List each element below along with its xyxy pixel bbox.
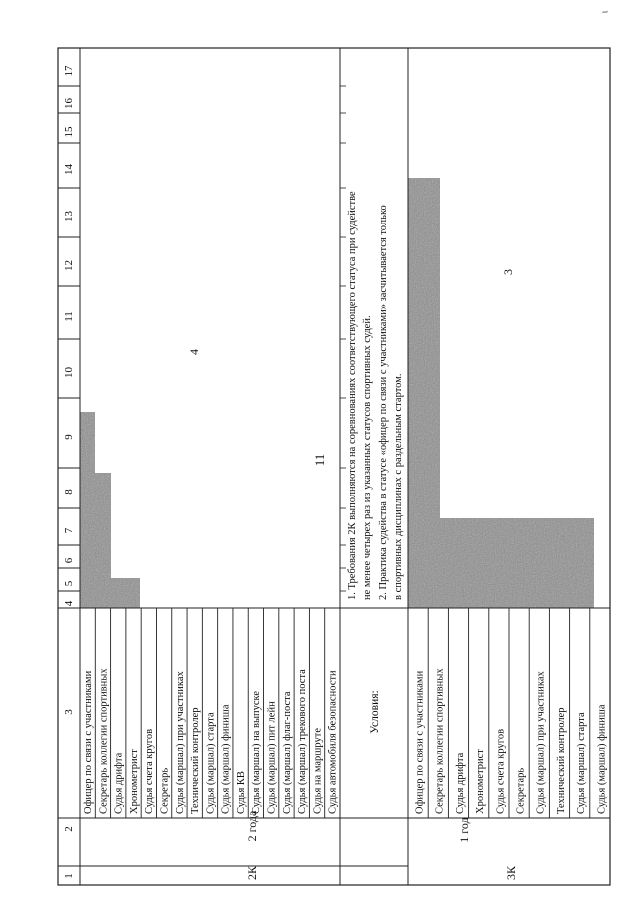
roles-2k-group xyxy=(83,608,339,818)
section-3k-code: 3К xyxy=(504,865,518,881)
role-2k: Секретарь коллегии спортивных xyxy=(98,668,110,814)
role-3k: Судья (маршал) старта xyxy=(576,712,588,814)
section-2k-period: 2 года xyxy=(245,810,259,842)
role-2k: Судья (маршал) пит лейн xyxy=(266,701,278,814)
role-3k: Технический контролер xyxy=(555,707,567,814)
count-3k: 3 xyxy=(501,269,515,275)
role-3k: Офицер по связи с участниками xyxy=(414,670,426,814)
header-month: 4 xyxy=(63,600,75,607)
role-3k: Судья счета кругов xyxy=(495,728,507,814)
role-3k: Хронометрист xyxy=(475,749,487,814)
role-3k: Секретарь xyxy=(515,767,527,814)
role-3k: Секретарь коллегии спортивных xyxy=(434,668,446,814)
header-col-3: 3 xyxy=(63,709,75,715)
bar-2k xyxy=(80,412,140,608)
role-2k: Судья (маршал) флаг-поста xyxy=(281,691,293,814)
header-month: 15 xyxy=(63,126,75,138)
section-2k-code: 2К xyxy=(245,865,259,881)
role-2k: Офицер по связи с участниками xyxy=(83,670,95,814)
role-2k: Судья (маршал) трекового поста xyxy=(297,669,309,814)
condition-line: не менее четырех раз из указанных статусов спортивных судей. xyxy=(362,315,373,600)
corner-mark: ɩ xyxy=(598,10,611,14)
condition-line: в спортивных дисциплинах с раздельным стартом. xyxy=(393,373,404,600)
header-month: 17 xyxy=(63,65,75,77)
header-month: 6 xyxy=(63,557,75,564)
header-month: 12 xyxy=(63,260,75,271)
header-month: 9 xyxy=(63,434,75,440)
role-2k: Судья (маршал) на выпуске xyxy=(251,690,263,814)
role-2k: Судья на маршруте xyxy=(312,728,324,814)
role-2k: Хронометрист xyxy=(128,749,140,814)
section-3k-period: 1 год xyxy=(457,817,471,843)
role-3k: Судья (маршал) при участниках xyxy=(535,671,547,814)
role-2k: Судья автомобиля безопасности xyxy=(327,670,339,814)
header-month: 5 xyxy=(63,580,75,587)
header-numbers xyxy=(63,65,75,879)
role-2k: Судья (маршал) старта xyxy=(205,712,217,814)
role-2k: Судья дрифта xyxy=(113,752,125,814)
header-col-2: 2 xyxy=(63,826,75,832)
header-month: 8 xyxy=(63,489,75,495)
header-month: 14 xyxy=(63,164,75,175)
role-2k: Судья (маршал) при участниках xyxy=(174,671,186,814)
header-col-1: 1 xyxy=(63,873,75,879)
role-2k: Судья КВ xyxy=(235,771,247,814)
conditions-text xyxy=(347,191,404,600)
condition-line: 2. Практика судейства в статусе «офицер по связи с участниками» засчитывается только xyxy=(378,205,389,600)
condition-line: 1. Требования 2К выполняются на соревнованиях соответствующего статуса при судействе xyxy=(347,191,358,600)
role-3k: Судья (маршал) финиша xyxy=(596,704,608,814)
header-month: 10 xyxy=(63,367,75,378)
role-2k: Судья счета кругов xyxy=(144,728,156,814)
header-month: 11 xyxy=(63,311,75,322)
bar-3k xyxy=(408,178,594,608)
page-number: 11 xyxy=(312,453,327,467)
role-2k: Технический контролер xyxy=(190,707,202,814)
role-2k: Секретарь xyxy=(159,767,171,814)
header-month: 7 xyxy=(63,527,75,534)
count-2k: 4 xyxy=(187,349,201,355)
role-3k: Судья дрифта xyxy=(454,752,466,814)
role-2k: Судья (маршал) финиша xyxy=(220,704,232,814)
conditions-label: Условия: xyxy=(369,690,381,734)
roles-3k-group xyxy=(415,608,608,818)
header-month: 13 xyxy=(63,211,75,222)
header-month: 16 xyxy=(63,98,75,109)
